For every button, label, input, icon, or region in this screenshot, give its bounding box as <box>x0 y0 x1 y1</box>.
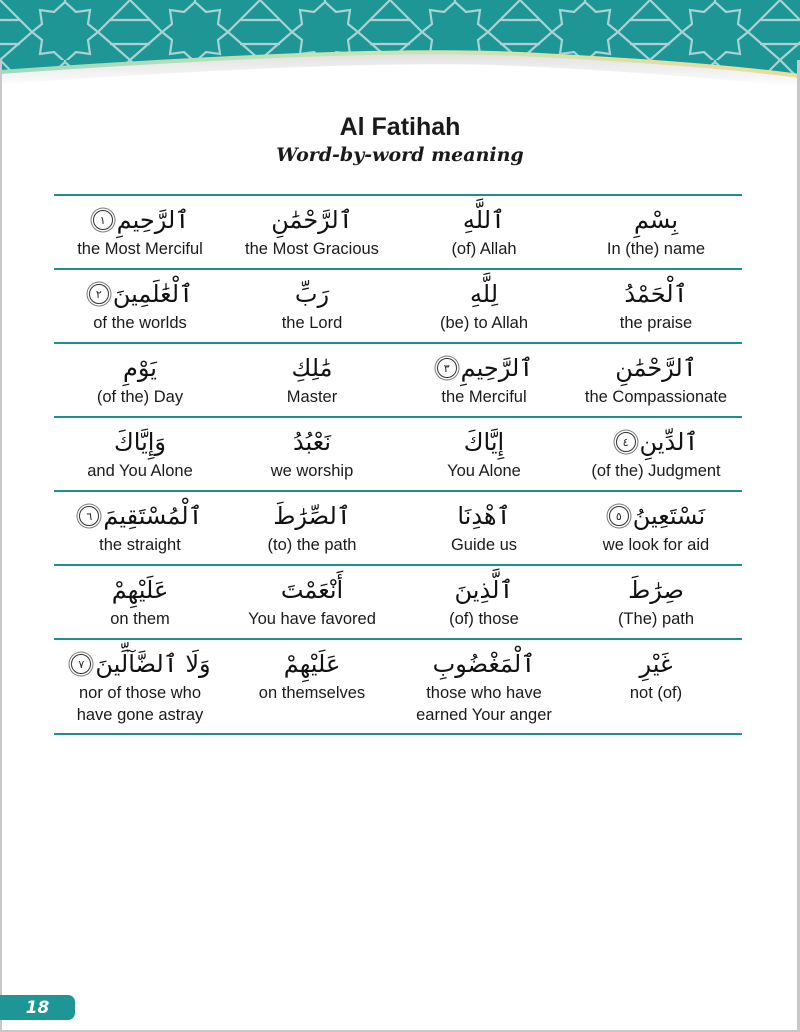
table-row <box>54 194 742 268</box>
arabic-text: مَٰلِكِ <box>291 354 333 382</box>
word-cell <box>54 344 226 416</box>
english-meaning: we worship <box>270 462 354 480</box>
word-cell <box>570 270 742 342</box>
arabic-word <box>281 572 343 608</box>
arabic-text: وَلَا ٱلضَّآلِّينَ <box>95 650 211 678</box>
arabic-text: ٱهْدِنَا <box>457 502 511 530</box>
arabic-text: ٱلْمُسْتَقِيمَ <box>103 502 203 530</box>
arabic-text: ٱلرَّحِيمِ <box>460 354 534 382</box>
english-meaning: the Most Merciful <box>77 240 203 258</box>
english-meaning: the straight <box>99 536 181 554</box>
table-row <box>54 564 742 638</box>
arabic-text: عَلَيْهِمْ <box>111 576 169 604</box>
word-cell <box>54 418 226 490</box>
arabic-text: وَإِيَّاكَ <box>113 428 167 456</box>
english-meaning: the Lord <box>281 314 343 332</box>
english-meaning: of the worlds <box>93 314 187 332</box>
word-cell <box>54 640 226 733</box>
arabic-word <box>614 424 699 460</box>
arabic-word <box>295 276 329 312</box>
arabic-word <box>634 202 678 238</box>
table-row <box>54 416 742 490</box>
word-by-word-table <box>54 194 742 735</box>
page-edge-left <box>0 60 2 1032</box>
word-cell <box>570 640 742 733</box>
arabic-word <box>87 276 193 312</box>
english-meaning: Master <box>286 388 338 406</box>
arabic-word <box>112 572 169 608</box>
arabic-word <box>615 350 697 386</box>
arabic-word <box>123 350 157 386</box>
arabic-word <box>470 276 498 312</box>
word-cell <box>398 566 570 638</box>
english-meaning: not (of) <box>629 684 683 702</box>
word-cell <box>226 492 398 564</box>
arabic-text: ٱلْعَٰلَمِينَ <box>112 280 194 308</box>
ayah-number-marker-icon: ٧ <box>71 654 91 674</box>
page-number: 18 <box>25 997 50 1018</box>
word-cell <box>54 566 226 638</box>
arabic-text: بِسْمِ <box>633 206 679 234</box>
word-cell <box>570 344 742 416</box>
ayah-number-marker-icon: ١ <box>93 210 113 230</box>
arabic-text: صِرَٰطَ <box>628 576 684 604</box>
word-cell <box>398 640 570 733</box>
arabic-text: ٱلْمَغْضُوبِ <box>432 650 536 678</box>
arabic-text: أَنْعَمْتَ <box>280 576 344 604</box>
word-cell <box>570 492 742 564</box>
ayah-number-marker-icon: ٣ <box>437 358 457 378</box>
ayah-number-marker-icon: ٦ <box>79 506 99 526</box>
table-row <box>54 638 742 735</box>
title-block <box>0 112 800 168</box>
english-meaning: Guide us <box>450 536 518 554</box>
arabic-word <box>91 202 190 238</box>
english-meaning: (The) path <box>617 610 695 628</box>
word-cell <box>398 492 570 564</box>
arabic-text: ٱلرَّحْمَٰنِ <box>271 206 353 234</box>
arabic-word <box>114 424 166 460</box>
word-cell <box>570 566 742 638</box>
word-cell <box>398 196 570 268</box>
decorative-header-banner <box>0 0 800 90</box>
arabic-text: ٱلرَّحِيمِ <box>116 206 190 234</box>
word-cell <box>398 270 570 342</box>
arabic-word <box>457 498 510 534</box>
word-cell <box>398 418 570 490</box>
word-cell <box>226 270 398 342</box>
english-meaning: You Alone <box>447 462 521 480</box>
english-meaning: nor of those who have gone astray <box>76 684 204 724</box>
table-row <box>54 342 742 416</box>
english-meaning: In (the) name <box>606 240 706 258</box>
arabic-word <box>628 572 684 608</box>
table-row <box>54 268 742 342</box>
word-cell <box>226 344 398 416</box>
arabic-word <box>293 424 331 460</box>
arabic-word <box>464 424 504 460</box>
ayah-number-marker-icon: ٢ <box>89 284 109 304</box>
arabic-word <box>455 572 514 608</box>
arabic-text: ٱلرَّحْمَٰنِ <box>615 354 697 382</box>
english-meaning: on them <box>110 610 170 628</box>
arabic-text: يَوْمِ <box>123 354 157 382</box>
arabic-word <box>284 646 341 682</box>
arabic-text: ٱللَّهِ <box>462 206 506 234</box>
arabic-word <box>291 350 332 386</box>
english-meaning: the praise <box>619 314 693 332</box>
table-row <box>54 490 742 564</box>
english-meaning: we look for aid <box>602 536 710 554</box>
arabic-text: لِلَّهِ <box>469 280 499 308</box>
arabic-text: ٱلصِّرَٰطَ <box>273 502 351 530</box>
page-title: Al Fatihah <box>339 113 461 141</box>
arabic-word <box>273 498 351 534</box>
page-subtitle: Word-by-word meaning <box>276 144 524 166</box>
english-meaning: those who have earned Your anger <box>416 684 552 724</box>
english-meaning: You have favored <box>248 610 376 628</box>
english-meaning: (to) the path <box>267 536 357 554</box>
arabic-word <box>271 202 353 238</box>
arabic-text: ٱلْحَمْدُ <box>624 280 688 308</box>
arabic-word <box>69 646 210 682</box>
arabic-word <box>624 276 687 312</box>
arabic-text: نَعْبُدُ <box>292 428 332 456</box>
arabic-word <box>639 646 672 682</box>
word-cell <box>226 196 398 268</box>
english-meaning: (of the) Judgment <box>591 462 721 480</box>
word-cell <box>226 566 398 638</box>
word-cell <box>398 344 570 416</box>
word-cell <box>226 640 398 733</box>
english-meaning: the Merciful <box>441 388 527 406</box>
english-meaning: and You Alone <box>87 462 193 480</box>
arabic-text: عَلَيْهِمْ <box>283 650 341 678</box>
word-cell <box>54 270 226 342</box>
ayah-number-marker-icon: ٤ <box>616 432 636 452</box>
english-meaning: (of the) Day <box>96 388 184 406</box>
arabic-word <box>77 498 202 534</box>
arabic-word <box>463 202 505 238</box>
arabic-text: غَيْرِ <box>639 650 673 678</box>
arabic-text: ٱلَّذِينَ <box>454 576 514 604</box>
english-meaning: (be) to Allah <box>439 314 529 332</box>
english-meaning: the Most Gracious <box>245 240 379 258</box>
english-meaning: the Compassionate <box>584 388 728 406</box>
word-cell <box>570 418 742 490</box>
english-meaning: (of) Allah <box>451 240 517 258</box>
english-meaning: on themselves <box>258 684 366 702</box>
word-cell <box>54 196 226 268</box>
arabic-text: إِيَّاكَ <box>463 428 505 456</box>
arabic-text: نَسْتَعِينُ <box>632 502 706 530</box>
word-cell <box>54 492 226 564</box>
arabic-text: رَبِّ <box>294 280 330 308</box>
arabic-word <box>435 350 534 386</box>
arabic-word <box>607 498 705 534</box>
word-cell <box>570 196 742 268</box>
arabic-text: ٱلدِّينِ <box>639 428 699 456</box>
word-cell <box>226 418 398 490</box>
ayah-number-marker-icon: ٥ <box>609 506 629 526</box>
english-meaning: (of) those <box>449 610 519 628</box>
arabic-word <box>433 646 536 682</box>
page-number-tab <box>0 995 75 1020</box>
